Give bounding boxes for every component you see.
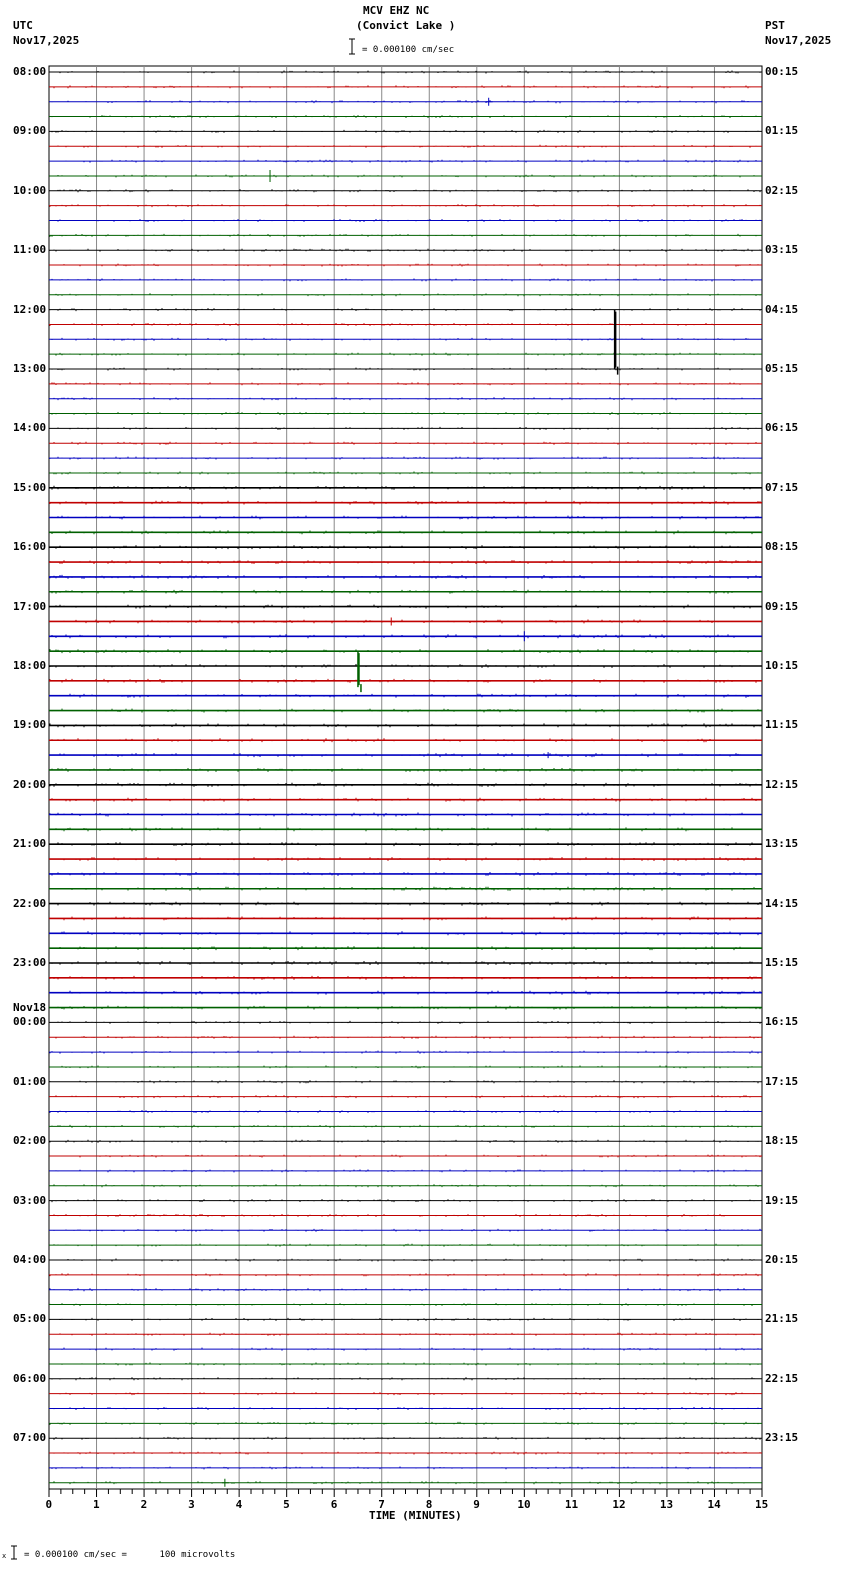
- x-tick-label: 12: [612, 1498, 626, 1511]
- utc-time-label: 12:00: [13, 302, 47, 316]
- pst-time-label: 11:15: [765, 718, 799, 732]
- utc-time-label: 09:00: [13, 124, 47, 138]
- pst-time-label: 18:15: [765, 1134, 799, 1148]
- x-axis-title: TIME (MINUTES): [369, 1509, 462, 1522]
- x-tick-label: 9: [473, 1498, 480, 1511]
- station-location: (Convict Lake ): [356, 19, 456, 32]
- pst-time-label: 02:15: [765, 183, 799, 197]
- x-tick-label: 14: [707, 1498, 721, 1511]
- utc-time-label: 04:00: [13, 1253, 47, 1266]
- pst-time-label: 10:15: [765, 659, 799, 672]
- utc-time-label: 08:00: [13, 65, 47, 78]
- pst-time-label: 16:15: [765, 1015, 799, 1029]
- pst-time-label: 21:15: [765, 1312, 799, 1326]
- utc-time-label: 10:00: [13, 183, 47, 197]
- pst-time-label: 15:15: [765, 956, 799, 969]
- utc-time-label: 22:00: [13, 896, 47, 910]
- utc-time-label: 11:00: [13, 243, 47, 257]
- utc-date-label: Nov18: [13, 1001, 47, 1015]
- utc-time-label: 19:00: [13, 718, 47, 732]
- pst-time-label: 00:15: [765, 65, 799, 78]
- x-tick-label: 15: [755, 1498, 769, 1511]
- x-tick-label: 13: [659, 1498, 674, 1511]
- left-timezone: UTC: [13, 19, 33, 32]
- pst-time-label: 22:15: [765, 1371, 799, 1385]
- utc-time-label: 20:00: [13, 777, 47, 791]
- pst-time-label: 19:15: [765, 1193, 799, 1207]
- pst-time-label: 23:15: [765, 1431, 799, 1445]
- footer-prefix: x: [2, 1552, 7, 1560]
- utc-time-label: 07:00: [13, 1431, 47, 1445]
- utc-time-label: 17:00: [13, 599, 47, 613]
- utc-time-label: 01:00: [13, 1074, 47, 1088]
- utc-time-label: 23:00: [13, 956, 47, 969]
- pst-time-label: 09:15: [765, 599, 799, 613]
- pst-time-label: 08:15: [765, 540, 799, 554]
- left-date: Nov17,2025: [13, 34, 80, 47]
- pst-time-label: 20:15: [765, 1253, 799, 1266]
- utc-time-label: 05:00: [13, 1312, 47, 1326]
- right-timezone: PST: [765, 19, 785, 32]
- station-title: MCV EHZ NC: [363, 4, 430, 17]
- utc-time-label: 14:00: [13, 421, 47, 435]
- scale-label: = 0.000100 cm/sec: [362, 45, 455, 55]
- utc-time-label: 21:00: [13, 837, 47, 851]
- pst-time-label: 14:15: [765, 896, 799, 910]
- x-tick-label: 2: [140, 1498, 148, 1511]
- utc-time-label: 16:00: [13, 540, 47, 554]
- pst-time-label: 05:15: [765, 362, 799, 375]
- utc-time-label: 13:00: [13, 362, 47, 375]
- utc-time-label: 00:00: [13, 1015, 47, 1029]
- x-tick-label: 1: [93, 1498, 100, 1511]
- pst-time-label: 17:15: [765, 1074, 799, 1088]
- utc-time-label: 03:00: [13, 1193, 47, 1207]
- utc-time-label: 02:00: [13, 1134, 47, 1148]
- x-tick-label: 4: [235, 1498, 243, 1511]
- right-date: Nov17,2025: [765, 34, 832, 47]
- utc-time-label: 18:00: [13, 659, 47, 672]
- x-tick-label: 3: [188, 1498, 195, 1511]
- x-tick-label: 11: [564, 1498, 579, 1511]
- x-tick-label: 7: [378, 1498, 385, 1511]
- pst-time-label: 01:15: [765, 124, 799, 138]
- pst-time-label: 13:15: [765, 837, 799, 851]
- x-tick-label: 5: [283, 1498, 290, 1511]
- pst-time-label: 06:15: [765, 421, 799, 435]
- x-tick-label: 0: [45, 1498, 53, 1511]
- pst-time-label: 04:15: [765, 302, 799, 316]
- x-tick-label: 6: [330, 1498, 338, 1511]
- pst-time-label: 12:15: [765, 777, 799, 791]
- pst-time-label: 03:15: [765, 243, 799, 257]
- pst-time-label: 07:15: [765, 480, 799, 494]
- utc-time-label: 06:00: [13, 1371, 47, 1385]
- utc-time-label: 15:00: [13, 480, 47, 494]
- footer-scale-note: = 0.000100 cm/sec = 100 microvolts: [24, 1550, 236, 1560]
- x-tick-label: 8: [425, 1498, 433, 1511]
- x-tick-label: 10: [517, 1498, 531, 1511]
